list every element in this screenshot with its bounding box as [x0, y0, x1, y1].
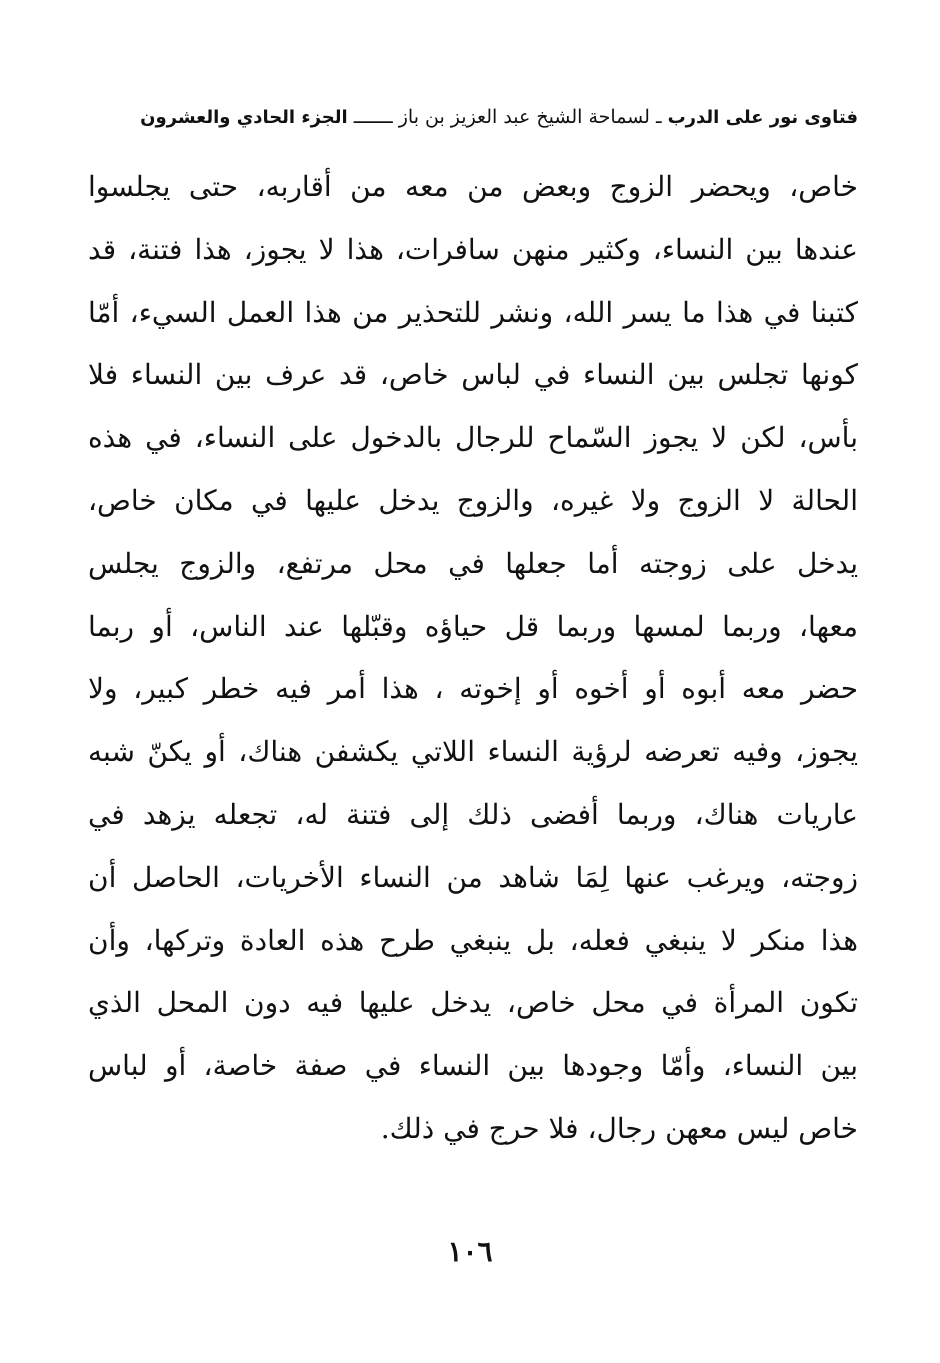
text-line: كتبنا في هذا ما يسر الله، ونشر للتحذير من هذا العمل السيء، أمّا	[88, 295, 858, 329]
text-line: خاص ليس معهن رجال، فلا حرج في ذلك.	[380, 1111, 858, 1145]
text-line: معها، وربما لمسها وربما قل حياؤه وقبّلها عند الناس، أو ربما	[88, 609, 858, 643]
text-line: حضر معه أبوه أو أخوه أو إخوته ، هذا أمر فيه خطر كبير، ولا	[88, 672, 858, 706]
text-line: عاريات هناك، وربما أفضى ذلك إلى فتنة له، تجعله يزهد في	[88, 797, 858, 831]
text-line: كونها تجلس بين النساء في لباس خاص، قد عرف بين النساء فلا	[88, 358, 858, 392]
header-volume: الجزء الحادي والعشرون	[140, 107, 348, 128]
fatwa-text	[88, 156, 858, 1161]
page-number: ١٠٦	[447, 1235, 493, 1268]
text-line: بين النساء، وأمّا وجودها بين النساء في صفة خاصة، أو لباس	[88, 1049, 858, 1083]
text-line: يدخل على زوجته أما جعلها في محل مرتفع، والزوج يجلس	[88, 546, 858, 580]
header-book-title: فتاوى نور على الدرب	[667, 107, 858, 128]
header-author: ـ لسماحة الشيخ عبد العزيز بن باز ـــــــ	[353, 106, 662, 128]
text-line: بأس، لكن لا يجوز السّماح للرجال بالدخول على النساء، في هذه	[88, 421, 858, 455]
text-line: زوجته، ويرغب عنها لِمَا شاهد من النساء الأخريات، الحاصل أن	[88, 860, 858, 894]
text-line: عندها بين النساء، وكثير منهن سافرات، هذا لا يجوز، هذا فتنة، قد	[88, 232, 858, 266]
text-line: الحالة لا الزوج ولا غيره، والزوج يدخل عليها في مكان خاص،	[88, 483, 858, 517]
text-line: تكون المرأة في محل خاص، يدخل عليها فيه دون المحل الذي	[88, 986, 858, 1020]
text-line: خاص، ويحضر الزوج وبعض من معه من أقاربه، حتى يجلسوا	[88, 170, 858, 203]
text-line: هذا منكر لا ينبغي فعله، بل ينبغي طرح هذه العادة وتركها، وأن	[88, 923, 858, 957]
text-line: يجوز، وفيه تعرضه لرؤية النساء اللاتي يكشفن هناك، أو يكنّ شبه	[88, 735, 858, 769]
running-header	[90, 100, 858, 135]
